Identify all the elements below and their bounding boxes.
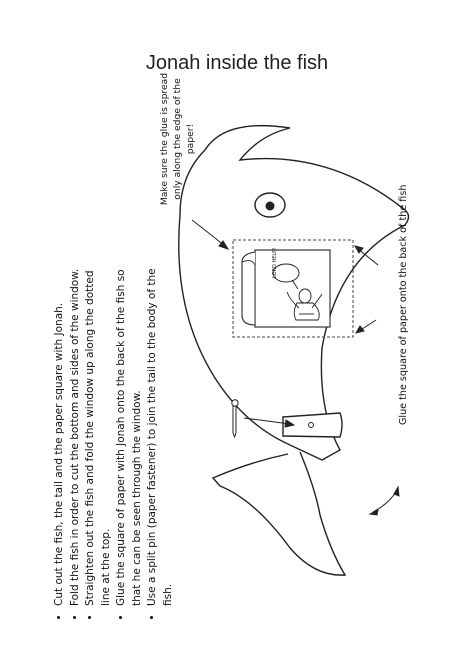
glue-back-note: Glue the square of paper onto the back of the fish [398, 184, 409, 425]
instruction-item: • Straighten out the fish and fold the window up along the dotted line at the top. [83, 258, 114, 606]
arrow-to-window-bottom [356, 320, 376, 333]
instruction-item: • Fold the fish in order to cut the bottom and sides of the window. [68, 258, 84, 606]
arrow-glue-note [192, 220, 228, 249]
fish-tail [213, 452, 345, 575]
rotation-arrow [370, 487, 399, 515]
page-title: Jonah inside the fish [145, 52, 329, 74]
instruction-item: • Cut out the fish, the tail and the paper square with Jonah. [52, 258, 68, 606]
split-pin [232, 400, 238, 437]
instruction-item: • Use a split pin (paper fastener) to join the tail to the body of the fish. [145, 258, 176, 606]
instructions-list [52, 258, 176, 618]
fish-eye [255, 193, 285, 217]
jonah-paper-square [242, 247, 330, 327]
instruction-item: • Glue the square of paper with Jonah onto the back of the fish so that he can be seen through the window. [114, 258, 145, 606]
glue-edge-note: Make sure the glue is spread only along the edge of the paper! [159, 72, 196, 206]
speech-bubble-text: LORD HELP! [272, 247, 278, 278]
